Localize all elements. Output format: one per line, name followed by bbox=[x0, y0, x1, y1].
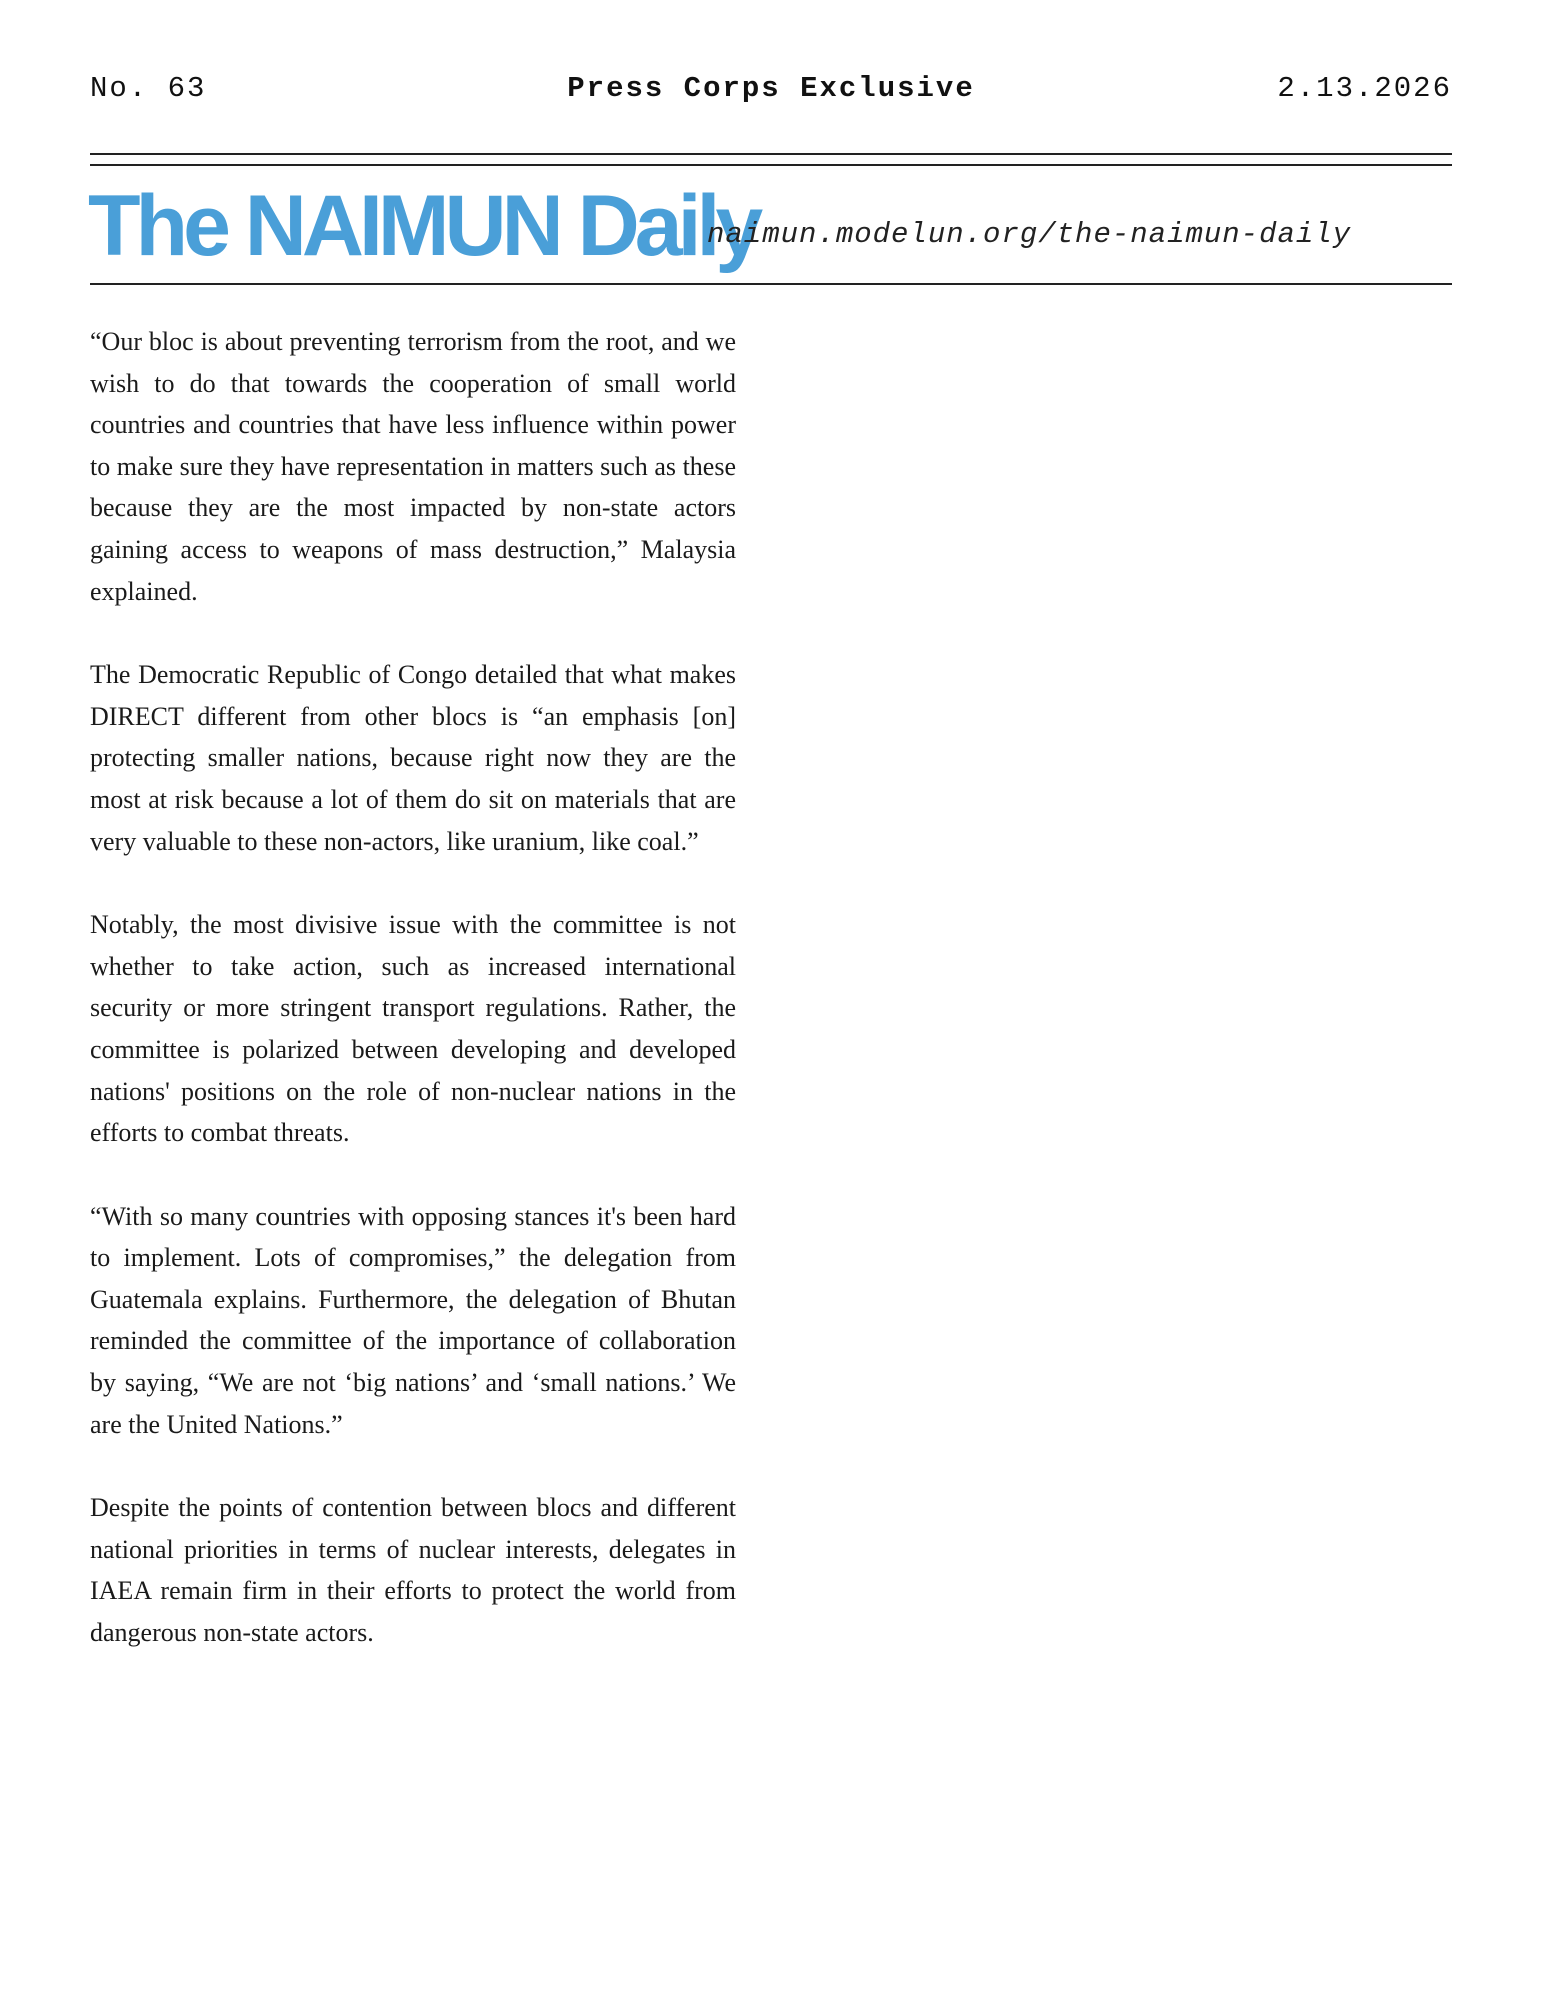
issue-date: 2.13.2026 bbox=[1277, 72, 1452, 105]
masthead-divider bbox=[90, 283, 1452, 285]
article-paragraph: Notably, the most divisive issue with the committee is not whether to take action, such as increased international security or more stringent transport regulations. Rather, the committee is polarized between developing and developed nations' positions on the role of non-nuclear nations in the efforts to combat threats. bbox=[90, 910, 736, 1148]
article-paragraph: Despite the points of contention between blocs and different national priorities in terms of nuclear interests, delegates in IAEA remain firm in their efforts to protect the world from dangerous non-state actors. bbox=[90, 1493, 736, 1648]
article-paragraph: “With so many countries with opposing stances it's been hard to implement. Lots of compromises,” the delegation from Guatemala explains. Furthermore, the delegation of Bhutan reminded the committee of the importance of collaboration by saying, “We are not ‘big nations’ and ‘small nations.’ We are the United Nations.” bbox=[90, 1201, 736, 1439]
article-paragraph: The Democratic Republic of Congo detailed that what makes DIRECT different from other blocs is “an emphasis [on] protecting smaller nations, because right now they are the most at risk because a lot of them do sit on materials that are very valuable to these non-actors, like uranium, like coal.” bbox=[90, 660, 736, 856]
masthead-url: naimun.modelun.org/the-naimun-daily bbox=[707, 218, 1352, 251]
issue-number: No. 63 bbox=[90, 72, 207, 105]
header-divider-bottom bbox=[90, 164, 1452, 166]
masthead-title: The NAIMUN Daily bbox=[88, 178, 759, 274]
header-divider-top bbox=[90, 153, 1452, 155]
article-paragraph: “Our bloc is about preventing terrorism from the root, and we wish to do that towards the cooperation of small world countries and countries that have less influence within power to make sure they have representation in matters such as these because they are the most impacted by non-state actors gaining access to weapons of mass destruction,” Malaysia explained. bbox=[90, 327, 736, 606]
edition-label: Press Corps Exclusive bbox=[567, 72, 975, 105]
article-body bbox=[90, 321, 736, 1696]
issue-header bbox=[90, 72, 1452, 112]
